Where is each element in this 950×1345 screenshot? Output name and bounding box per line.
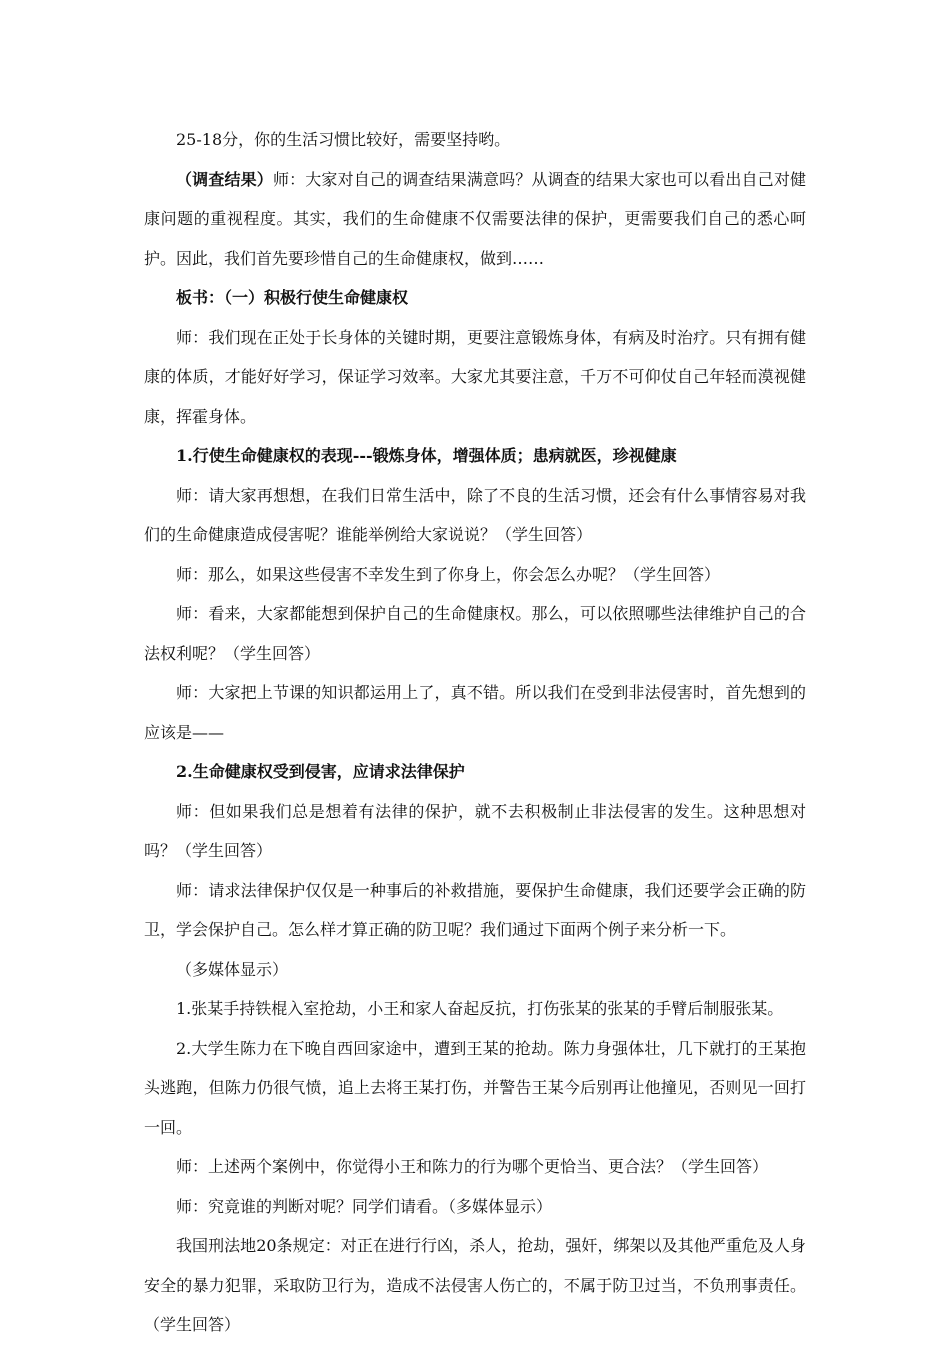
teacher-paragraph-2: 师：请大家再想想，在我们日常生活中，除了不良的生活习惯，还会有什么事情容易对我们的生命健康造成侵害呢？谁能举例给大家说说？（学生回答） — [144, 485, 806, 544]
survey-result-paragraph — [144, 160, 806, 279]
teacher-paragraph-9: 师：究竟谁的判断对呢？同学们请看。（多媒体显示） — [176, 1196, 553, 1216]
survey-result-text: 师：大家对自己的调查结果满意吗？从调查的结果大家也可以看出自己对健康问题的重视程度。其实，我们的生命健康不仅需要法律的保护，更需要我们自己的悉心呵护。因此，我们首先要珍惜自己的生命健康权，做到…… — [144, 169, 806, 268]
case-2: 2.大学生陈力在下晚自西回家途中，遭到王某的抢劫。陈力身强体壮，几下就打的王某抱头逃跑，但陈力仍很气愤，追上去将王某打伤，并警告王某今后别再让他撞见，否则见一回打一回。 — [144, 1038, 806, 1137]
score-paragraph: 25-18分，你的生活习惯比较好，需要坚持哟。 — [176, 130, 511, 149]
section-heading-2: 2.生命健康权受到侵害，应请求法律保护 — [176, 762, 465, 781]
teacher-paragraph-8: 师：上述两个案例中，你觉得小王和陈力的行为哪个更恰当、更合法？（学生回答） — [176, 1157, 769, 1176]
survey-result-label: （调查结果） — [176, 169, 273, 189]
document-body — [144, 120, 806, 1345]
teacher-paragraph-5: 师：大家把上节课的知识都运用上了，真不错。所以我们在受到非法侵害时，首先想到的应该是—— — [144, 683, 806, 742]
multimedia-note: （多媒体显示） — [176, 959, 289, 979]
case-1: 1.张某手持铁棍入室抢劫，小王和家人奋起反抗，打伤张某的张某的手臂后制服张某。 — [176, 999, 784, 1018]
section-heading-1: 1.行使生命健康权的表现---锻炼身体，增强体质；患病就医，珍视健康 — [176, 446, 677, 465]
teacher-paragraph-4: 师：看来，大家都能想到保护自己的生命健康权。那么，可以依照哪些法律维护自己的合法权利呢？（学生回答） — [144, 604, 806, 663]
law-citation: 我国刑法地20条规定：对正在进行行凶，杀人，抢劫，强奸，绑架以及其他严重危及人身安全的暴力犯罪，采取防卫行为，造成不法侵害人伤亡的，不属于防卫过当，不负刑事责任。（学生回答） — [144, 1236, 806, 1334]
teacher-paragraph-7: 师：请求法律保护仅仅是一种事后的补救措施，要保护生命健康，我们还要学会正确的防卫，学会保护自己。怎么样才算正确的防卫呢？我们通过下面两个例子来分析一下。 — [144, 880, 806, 939]
teacher-paragraph-3: 师：那么，如果这些侵害不幸发生到了你身上，你会怎么办呢？（学生回答） — [176, 564, 721, 584]
board-heading-1: 板书：（一）积极行使生命健康权 — [176, 288, 409, 307]
teacher-paragraph-6: 师：但如果我们总是想着有法律的保护，就不去积极制止非法侵害的发生。这种思想对吗？（学生回答） — [144, 801, 806, 860]
teacher-paragraph-1: 师：我们现在正处于长身体的关键时期，更要注意锻炼身体，有病及时治疗。只有拥有健康的体质，才能好好学习，保证学习效率。大家尤其要注意，千万不可仰仗自己年轻而漠视健康，挥霍身体。 — [144, 327, 806, 426]
